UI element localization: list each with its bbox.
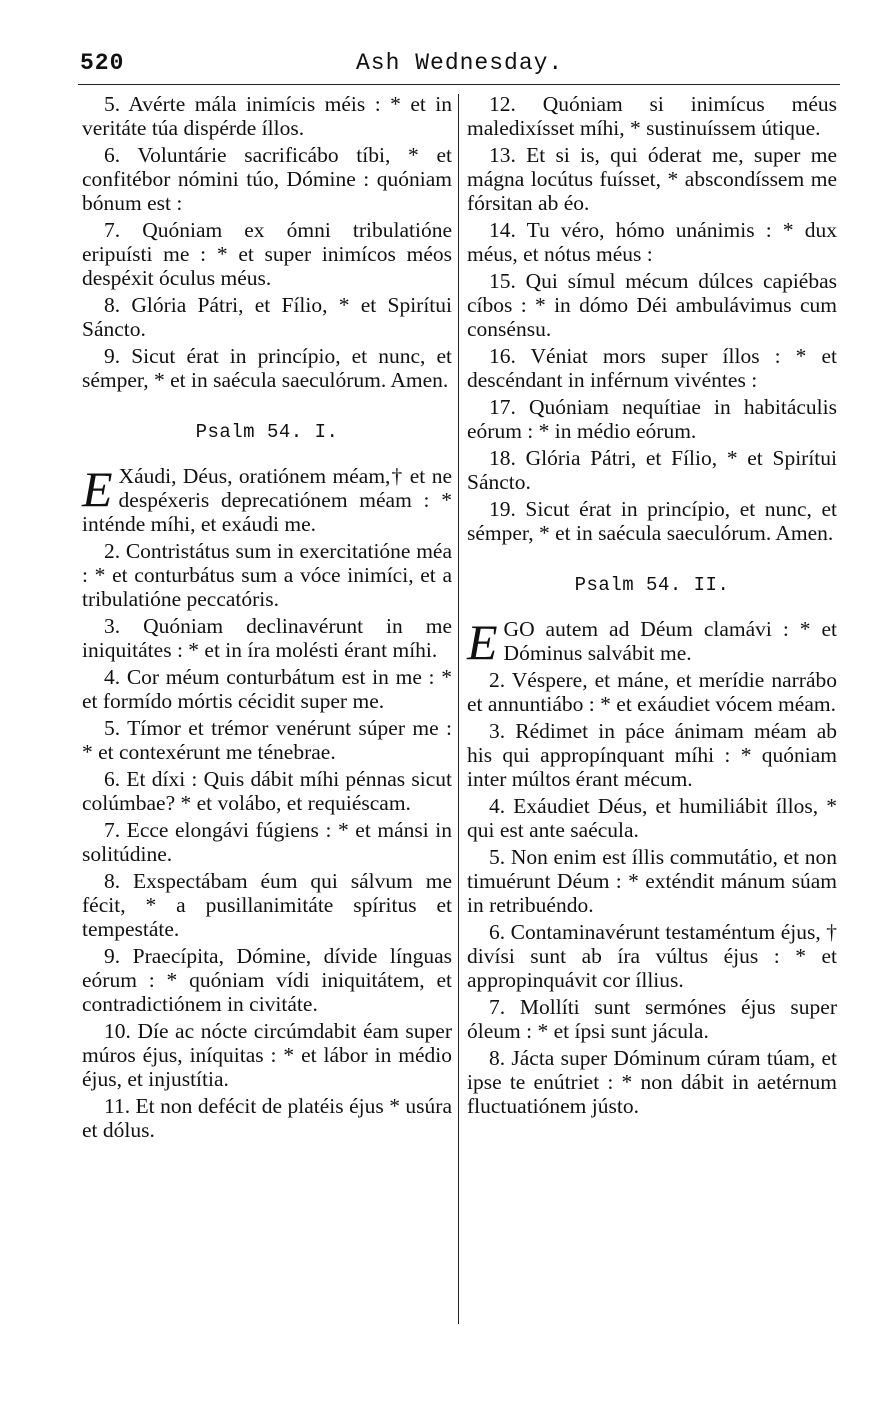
verse: 17. Quóniam nequítiae in habitáculis eórum : * in médio eórum. bbox=[467, 395, 837, 443]
verse: 2. Contristátus sum in exercitatióne méa : * et conturbátus sum a vóce inimíci, et a tribulatióne peccatóris. bbox=[82, 539, 452, 611]
verse: 9. Sicut érat in princípio, et nunc, et sémper, * et in saécula saeculórum. Amen. bbox=[82, 344, 452, 392]
verse: 5. Non enim est íllis commutátio, et non timuérunt Déum : * exténdit mánum súam in retribuéndo. bbox=[467, 845, 837, 917]
verse: 10. Díe ac nócte circúmdabit éam super múros éjus, iníquitas : * et lábor in médio éjus, et injustítia. bbox=[82, 1019, 452, 1091]
verse: 6. Et díxi : Quis dábit míhi pénnas sicut colúmbae? * et volábo, et requiéscam. bbox=[82, 767, 452, 815]
first-verse-text: GO autem ad Déum clamávi : * et Dóminus salvábit me. bbox=[503, 617, 837, 665]
verse: 8. Jácta super Dóminum cúram túam, et ipse te enútriet : * non dábit in aetérnum fluctuatiónem jústo. bbox=[467, 1046, 837, 1118]
page-header bbox=[80, 50, 840, 84]
verse: 7. Quóniam ex ómni tribulatióne eripuísti me : * et super inimícos méos despéxit óculus méus. bbox=[82, 218, 452, 290]
verse: 18. Glória Pátri, et Fílio, * et Spirítui Sáncto. bbox=[467, 446, 837, 494]
left-column bbox=[82, 92, 452, 1145]
running-title: Ash Wednesday. bbox=[356, 50, 564, 76]
verse: 9. Praecípita, Dómine, dívide línguas eórum : * quóniam vídi iniquitátem, et contradictiónem in civitáte. bbox=[82, 944, 452, 1016]
verse-list bbox=[82, 539, 452, 1142]
verse: 6. Contaminavérunt testaméntum éjus, † divísi sunt ab íra vúltus éjus : * et appropinquávit cor íllius. bbox=[467, 920, 837, 992]
verse: 3. Quóniam declinavérunt in me iniquitátes : * et in íra molésti érant míhi. bbox=[82, 614, 452, 662]
right-column bbox=[467, 92, 837, 1121]
verse: 2. Véspere, et máne, et merídie narrábo et annuntiábo : * et exáudiet vócem méam. bbox=[467, 668, 837, 716]
psalm-heading: Psalm 54. II. bbox=[574, 574, 730, 596]
verse: 7. Mollíti sunt sermónes éjus super óleum : * et ípsi sunt jácula. bbox=[467, 995, 837, 1043]
verse: 11. Et non defécit de platéis éjus * usúra et dólus. bbox=[82, 1094, 452, 1142]
verse: 6. Voluntárie sacrificábo tíbi, * et confitébor nómini túo, Dómine : quóniam bónum est : bbox=[82, 143, 452, 215]
drop-cap: E bbox=[82, 461, 113, 517]
verse-list bbox=[467, 668, 837, 1118]
verse: 19. Sicut érat in princípio, et nunc, et sémper, * et in saécula saeculórum. Amen. bbox=[467, 497, 837, 545]
verse: 12. Quóniam si inimícus méus maledixísset míhi, * sustinuíssem útique. bbox=[467, 92, 837, 140]
verse: 4. Cor méum conturbátum est in me : * et formído mórtis cécidit super me. bbox=[82, 665, 452, 713]
page-number: 520 bbox=[80, 50, 125, 76]
verse: 7. Ecce elongávi fúgiens : * et mánsi in solitúdine. bbox=[82, 818, 452, 866]
verse: 14. Tu véro, hómo unánimis : * dux méus, et nótus méus : bbox=[467, 218, 837, 266]
column-divider bbox=[458, 94, 459, 1324]
verse: 15. Qui símul mécum dúlces capiébas cíbos : * in dómo Déi ambulávimus cum consénsu. bbox=[467, 269, 837, 341]
header-rule bbox=[78, 84, 840, 85]
verse: 8. Exspectábam éum qui sálvum me fécit, * a pusillanimitáte spíritus et tempestáte. bbox=[82, 869, 452, 941]
psalm-heading: Psalm 54. I. bbox=[195, 421, 339, 443]
verse: 5. Tímor et trémor venérunt súper me : * et contexérunt me ténebrae. bbox=[82, 716, 452, 764]
first-verse bbox=[82, 461, 452, 536]
verse: 8. Glória Pátri, et Fílio, * et Spirítui Sáncto. bbox=[82, 293, 452, 341]
verse: 4. Exáudiet Déus, et humiliábit íllos, * qui est ante saécula. bbox=[467, 794, 837, 842]
drop-cap: E bbox=[467, 614, 498, 670]
verse: 3. Rédimet in páce ánimam méam ab his qui appropínquant míhi : * quóniam inter múltos érant mécum. bbox=[467, 719, 837, 791]
verse: 5. Avérte mála inimícis méis : * et in veritáte túa dispérde íllos. bbox=[82, 92, 452, 140]
first-verse-text: Xáudi, Déus, oratiónem méam,† et ne despéxeris deprecatiónem méam : * inténde míhi, et exáudi me. bbox=[82, 464, 452, 536]
verse: 16. Véniat mors super íllos : * et descéndant in inférnum vivéntes : bbox=[467, 344, 837, 392]
verse-list bbox=[467, 92, 837, 545]
first-verse bbox=[467, 614, 837, 670]
verse-list bbox=[82, 92, 452, 392]
verse: 13. Et si is, qui óderat me, super me mágna locútus fuísset, * abscondíssem me fórsitan ab éo. bbox=[467, 143, 837, 215]
